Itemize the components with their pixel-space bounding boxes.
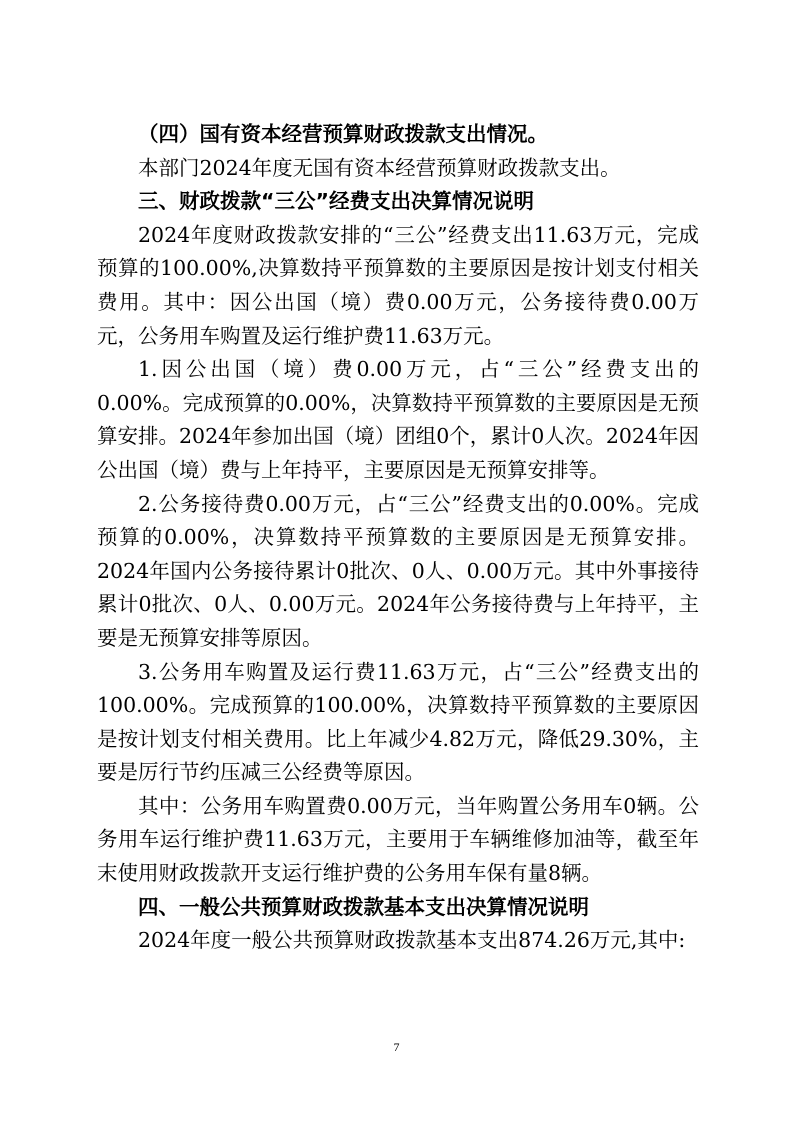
paragraph-official-reception: 2.公务接待费0.00万元，占“三公”经费支出的0.00%。完成预算的0.00%，决算数持平预算数的主要原因是无预算安排。2024年国内公务接待累计0批次、0人、0.00万元。其中外事接待累计0批次、0人、0.00万元。2024年公务接待费与上年持平，主要是无预算安排等原因。 xyxy=(97,491,699,650)
paragraph-state-capital: 本部门2024年度无国有资本经营预算财政拨款支出。 xyxy=(138,155,621,180)
paragraph-basic-expenditure: 2024年度一般公共预算财政拨款基本支出874.26万元,其中: xyxy=(138,928,686,953)
paragraph-official-vehicles: 3.公务用车购置及运行费11.63万元，占“三公”经费支出的100.00%。完成预算的100.00%，决算数持平预算数的主要原因是按计划支付相关费用。比上年减少4.82万元，降低29.30%，主要是厉行节约压减三公经费等原因。 xyxy=(97,659,699,785)
section-heading-basic-expenditure: 四、一般公共预算财政拨款基本支出决算情况说明 xyxy=(138,894,589,919)
section-heading-state-capital: （四）国有资本经营预算财政拨款支出情况。 xyxy=(138,122,548,146)
paragraph-three-public-summary: 2024年度财政拨款安排的“三公”经费支出11.63万元，完成预算的100.00%,决算数持平预算数的主要原因是按计划支付相关费用。其中：因公出国（境）费0.00万元，公务接待费0.00万元，公务用车购置及运行维护费11.63万元。 xyxy=(97,222,699,348)
document-body xyxy=(97,118,699,958)
section-heading-three-public: 三、财政拨款“三公”经费支出决算情况说明 xyxy=(138,189,534,214)
paragraph-overseas-travel: 1.因公出国（境）费0.00万元，占“三公”经费支出的0.00%。完成预算的0.00%，决算数持平预算数的主要原因是无预算安排。2024年参加出国（境）团组0个，累计0人次。2024年因公出国（境）费与上年持平，主要原因是无预算安排等。 xyxy=(97,357,699,482)
paragraph-vehicle-detail: 其中：公务用车购置费0.00万元，当年购置公务用车0辆。公务用车运行维护费11.63万元，主要用于车辆维修加油等，截至年末使用财政拨款开支运行维护费的公务用车保有量8辆。 xyxy=(97,793,699,886)
page-number: 7 xyxy=(393,1040,400,1054)
